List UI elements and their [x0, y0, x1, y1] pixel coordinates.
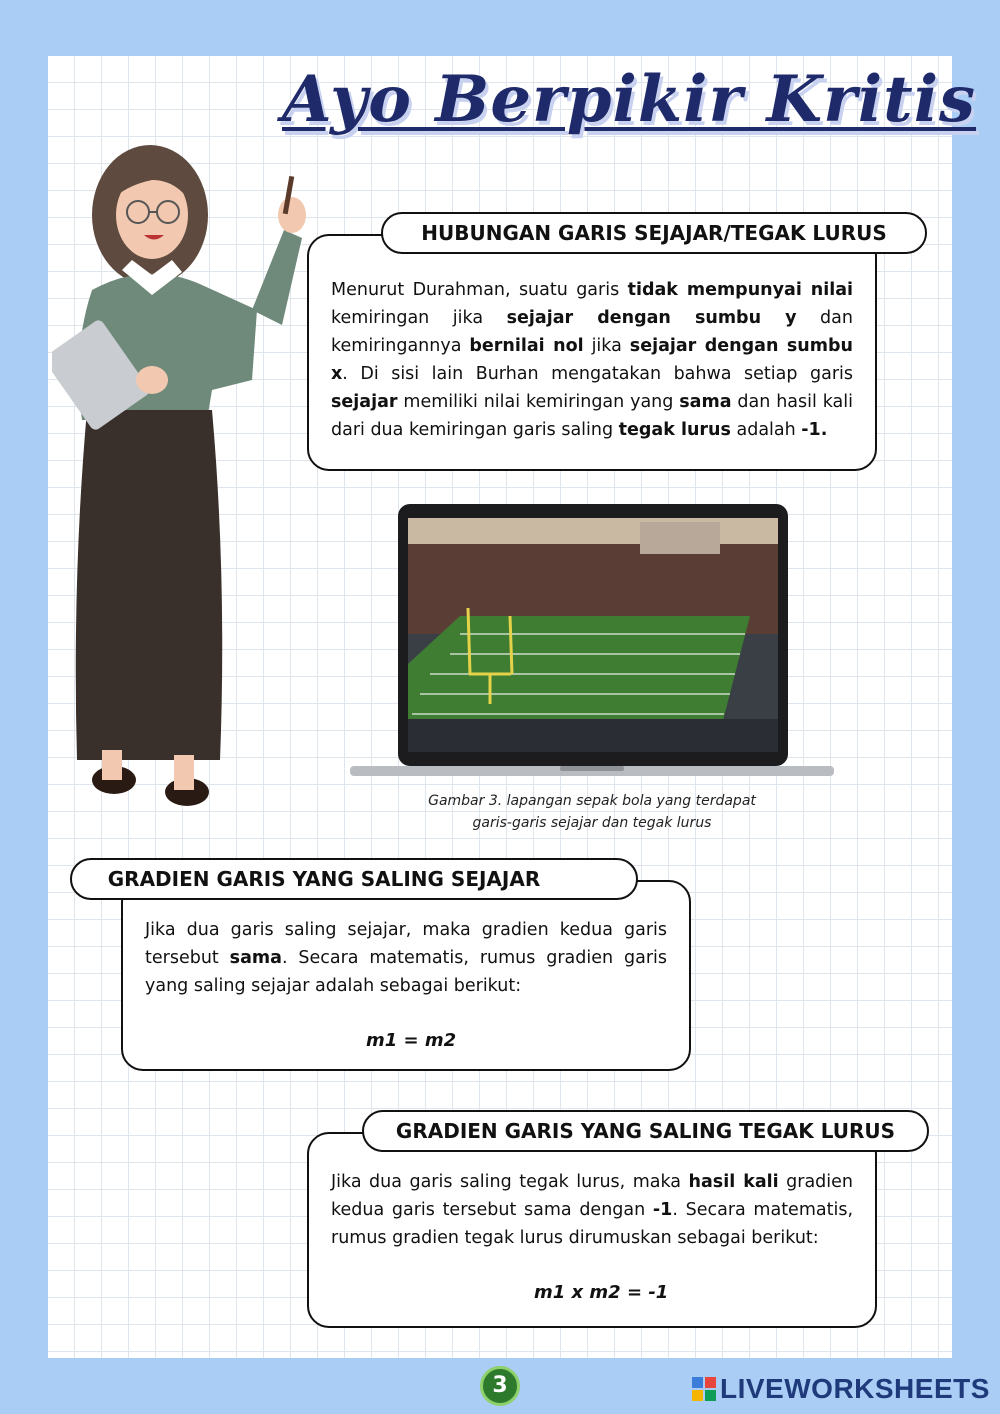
body-text: Menurut Durahman, suatu garis: [331, 280, 628, 300]
body-text: adalah: [730, 420, 802, 440]
section3-paragraph: [331, 1168, 853, 1252]
figure-caption-line1: Gambar 3. lapangan sepak bola yang terdapat: [428, 793, 756, 809]
section1-heading: HUBUNGAN GARIS SEJAJAR/TEGAK LURUS: [381, 212, 927, 254]
liveworksheets-logo: [692, 1377, 716, 1401]
body-text: gradien kedua garis tersebut sama dengan: [331, 1172, 854, 1220]
brand-text: LIVEWORKSHEETS: [720, 1373, 990, 1404]
figure-caption: [392, 790, 792, 834]
figure-caption-line2: garis-garis sejajar dan tegak lurus: [472, 815, 712, 831]
laptop-stadium-image: [350, 504, 834, 780]
emphasis-text: hasil kali: [688, 1172, 779, 1192]
emphasis-text: sejajar dengan sumbu y: [506, 308, 797, 328]
page-title: Ayo Berpikir Kritis: [282, 62, 977, 137]
section3-formula: m1 x m2 = -1: [534, 1282, 669, 1303]
emphasis-text: sejajar dengan sumbu x: [331, 336, 853, 384]
emphasis-text: tegak lurus: [618, 420, 731, 440]
body-text: . Di sisi lain Burhan mengatakan bahwa setiap garis: [342, 364, 853, 384]
body-text: Jika dua garis saling sejajar, maka gradien kedua garis tersebut: [145, 920, 667, 968]
page-number-badge: 3: [480, 1366, 520, 1406]
emphasis-text: -1: [652, 1200, 673, 1220]
section2-paragraph: [145, 916, 667, 1000]
emphasis-text: -1.: [801, 420, 828, 440]
body-text: . Secara matematis, rumus gradien tegak lurus dirumuskan sebagai berikut:: [331, 1200, 854, 1248]
body-text: Jika dua garis saling tegak lurus, maka: [331, 1172, 689, 1192]
body-text: dan kemiringannya: [331, 308, 853, 356]
section2-heading: GRADIEN GARIS YANG SALING SEJAJAR: [70, 858, 638, 900]
emphasis-text: tidak mempunyai nilai: [627, 280, 853, 300]
teacher-illustration: [52, 120, 322, 820]
emphasis-text: sama: [679, 392, 732, 412]
emphasis-text: bernilai nol: [469, 336, 584, 356]
emphasis-text: sejajar: [331, 392, 398, 412]
emphasis-text: sama: [229, 948, 282, 968]
liveworksheets-brand[interactable]: [692, 1372, 990, 1406]
body-text: . Secara matematis, rumus gradien garis yang saling sejajar adalah sebagai berikut:: [145, 948, 667, 996]
section3-heading: GRADIEN GARIS YANG SALING TEGAK LURUS: [362, 1110, 929, 1152]
section1-paragraph: [331, 276, 853, 444]
section2-formula: m1 = m2: [366, 1030, 457, 1051]
body-text: dan hasil kali dari dua kemiringan garis saling: [331, 392, 854, 440]
body-text: memiliki nilai kemiringan yang: [397, 392, 680, 412]
body-text: jika: [583, 336, 630, 356]
body-text: kemiringan jika: [331, 308, 507, 328]
